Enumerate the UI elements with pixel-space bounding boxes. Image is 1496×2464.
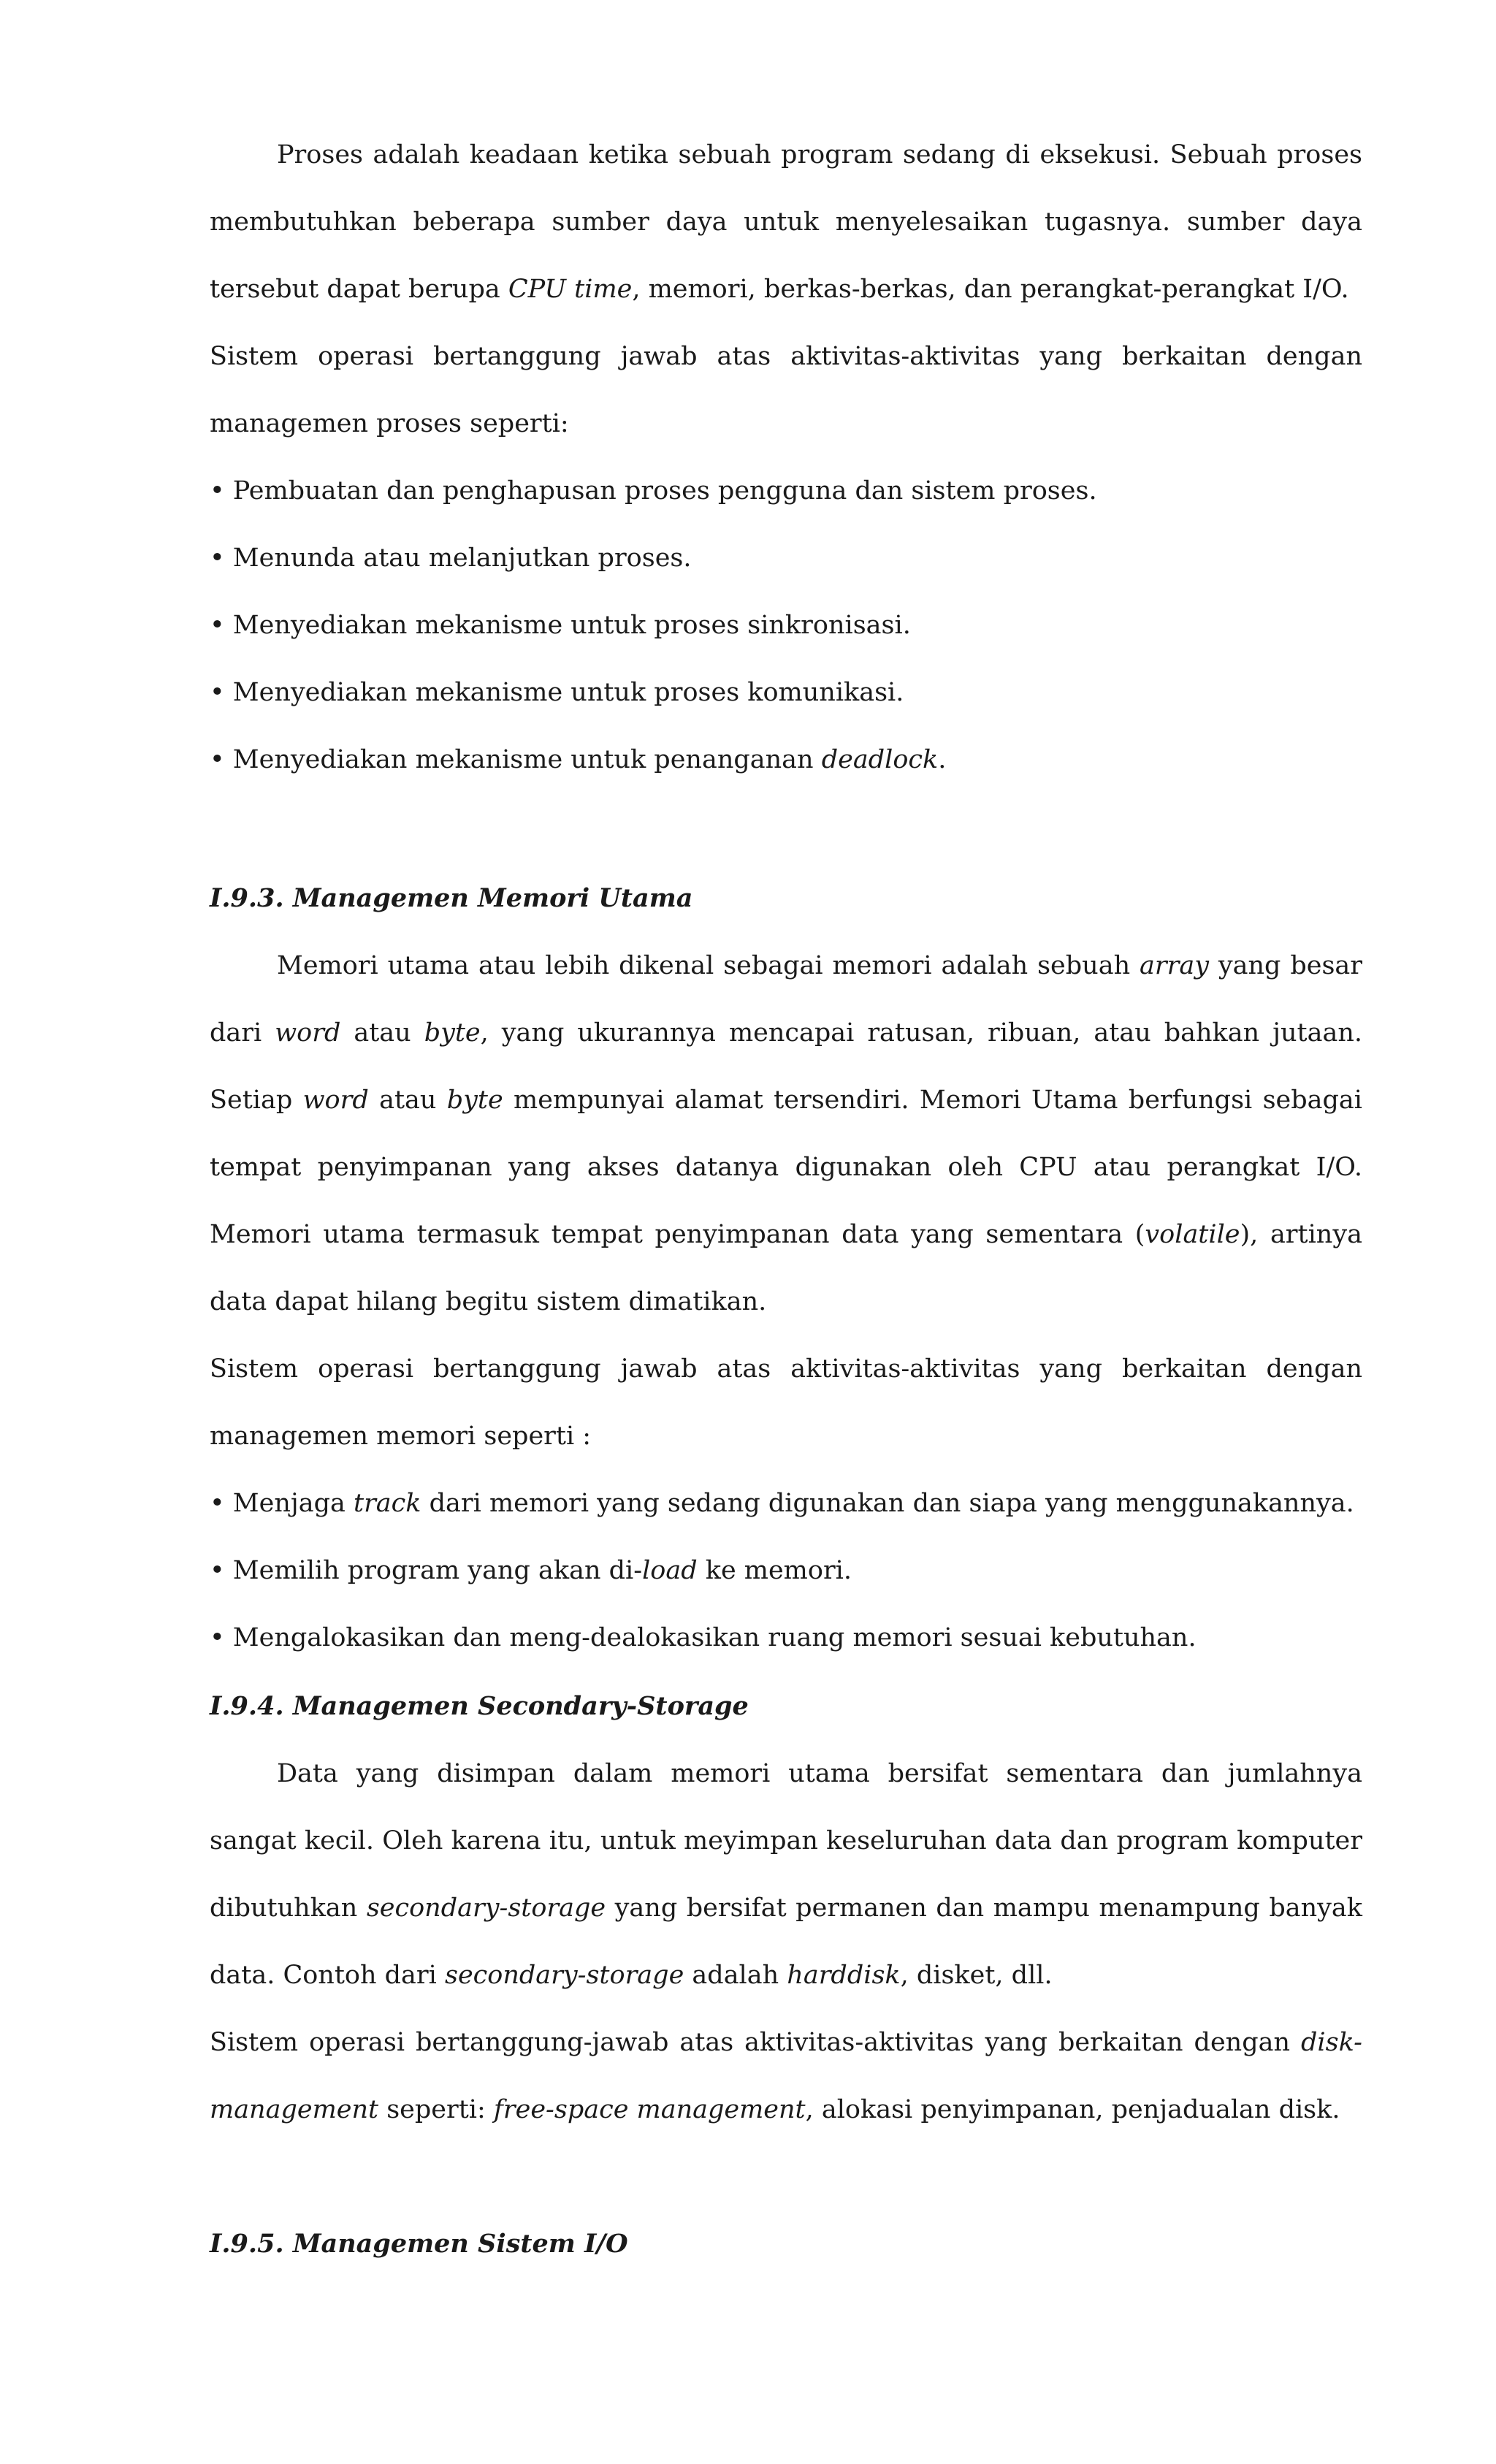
- bullet: •: [210, 476, 225, 506]
- bullet: •: [210, 1556, 225, 1585]
- emphasis: byte: [446, 1086, 503, 1115]
- list-item-text: Mengalokasikan dan meng-dealokasikan ruang memori sesuai kebutuhan.: [232, 1623, 1197, 1652]
- text: Memilih program yang akan di-: [232, 1556, 643, 1585]
- text: Data yang disimpan dalam memori utama bersifat sementara dan jumlahnya sangat kecil. Oleh karena itu, untuk meyimpan keseluruhan data dan program komputer dibutuhkan: [210, 1759, 1362, 1923]
- emphasis: volatile: [1145, 1220, 1240, 1249]
- bullet: •: [210, 611, 225, 640]
- emphasis: array: [1140, 951, 1209, 980]
- bullet: •: [210, 1623, 225, 1652]
- paragraph-proses-responsibility: Sistem operasi bertanggung jawab atas aktivitas-aktivitas yang berkaitan dengan managemen proses seperti:: [210, 342, 1362, 438]
- section-memori-utama: [210, 865, 1362, 1671]
- text: Proses adalah keadaan ketika sebuah program sedang di eksekusi. Sebuah proses membutuhkan beberapa sumber daya untuk menyelesaikan tugasnya. sumber daya tersebut dapat berupa: [210, 140, 1362, 304]
- bullet: •: [210, 745, 225, 774]
- text: Menjaga: [232, 1489, 354, 1518]
- bullet: •: [210, 678, 225, 707]
- bullet: •: [210, 543, 225, 573]
- list-item: [210, 1537, 1362, 1604]
- text: yang besar dari: [210, 951, 1362, 1048]
- emphasis: word: [302, 1086, 369, 1115]
- paragraph-storage-responsibility: [210, 2009, 1362, 2143]
- text: mempunyai alamat tersendiri. Memori Utama berfungsi sebagai tempat penyimpanan yang akses datanya digunakan oleh CPU atau perangkat I/O. Memori utama termasuk tempat penyimpanan data yang sementara (: [210, 1086, 1362, 1249]
- emphasis: byte: [424, 1018, 481, 1048]
- emphasis: deadlock: [821, 745, 939, 774]
- list-item-text: Menyediakan mekanisme untuk proses sinkronisasi.: [232, 611, 911, 640]
- paragraph-memori-responsibility: Sistem operasi bertanggung jawab atas aktivitas-aktivitas yang berkaitan dengan managemen memori seperti :: [210, 1354, 1362, 1451]
- emphasis: free-space management: [493, 2095, 806, 2124]
- list-item-text: Menyediakan mekanisme untuk proses komunikasi.: [232, 678, 904, 707]
- section-heading: I.9.3. Managemen Memori Utama: [210, 883, 693, 913]
- list-item: [210, 592, 1362, 659]
- emphasis: track: [354, 1489, 421, 1518]
- emphasis: secondary-storage: [366, 1893, 606, 1923]
- list-item: [210, 457, 1362, 525]
- text: atau: [368, 1086, 447, 1115]
- paragraph-memori-definition: [210, 932, 1362, 1335]
- emphasis: word: [275, 1018, 341, 1048]
- text: Sistem operasi bertanggung-jawab atas aktivitas-aktivitas yang berkaitan dengan: [210, 2028, 1302, 2057]
- list-item: [210, 1604, 1362, 1671]
- list-item: [210, 1470, 1362, 1537]
- text: atau: [340, 1018, 424, 1048]
- list-item-text: Pembuatan dan penghapusan proses pengguna dan sistem proses.: [232, 476, 1097, 506]
- text: ke memori.: [697, 1556, 852, 1585]
- text: , alokasi penyimpanan, penjadualan disk.: [805, 2095, 1340, 2124]
- section-heading: I.9.5. Managemen Sistem I/O: [210, 2229, 628, 2259]
- text: , yang ukurannya mencapai ratusan, ribuan, atau bahkan jutaan. Setiap: [210, 1018, 1363, 1115]
- text: Memori utama atau lebih dikenal sebagai memori adalah sebuah: [277, 951, 1140, 980]
- emphasis: harddisk: [787, 1961, 901, 1990]
- emphasis: load: [642, 1556, 698, 1585]
- section-secondary-storage: [210, 1673, 1362, 2143]
- text: Menyediakan mekanisme untuk penanganan: [232, 745, 822, 774]
- list-proses: [210, 457, 1362, 793]
- text: , disket, dll.: [900, 1961, 1053, 1990]
- text: ), artinya data dapat hilang begitu sistem dimatikan.: [210, 1220, 1362, 1316]
- list-memori: [210, 1470, 1362, 1671]
- text: , memori, berkas-berkas, dan perangkat-perangkat I/O.: [632, 275, 1349, 304]
- emphasis: disk-management: [210, 2028, 1362, 2124]
- list-item: [210, 726, 1362, 793]
- bullet: •: [210, 1489, 225, 1518]
- text: yang bersifat permanen dan mampu menampung banyak data. Contoh dari: [210, 1893, 1362, 1990]
- emphasis: CPU time: [508, 275, 633, 304]
- text: seperti:: [378, 2095, 494, 2124]
- section-proses: [210, 121, 1362, 793]
- list-item-text: Menunda atau melanjutkan proses.: [232, 543, 692, 573]
- section-heading: I.9.4. Managemen Secondary-Storage: [210, 1691, 749, 1721]
- text: .: [938, 745, 947, 774]
- text: adalah: [684, 1961, 787, 1990]
- section-sistem-io: [210, 2211, 1362, 2278]
- text: dari memori yang sedang digunakan dan siapa yang menggunakannya.: [421, 1489, 1354, 1518]
- paragraph-storage-definition: [210, 1740, 1362, 2009]
- list-item: [210, 659, 1362, 726]
- paragraph-proses-definition: [210, 121, 1362, 323]
- emphasis: secondary-storage: [444, 1961, 684, 1990]
- list-item: [210, 525, 1362, 592]
